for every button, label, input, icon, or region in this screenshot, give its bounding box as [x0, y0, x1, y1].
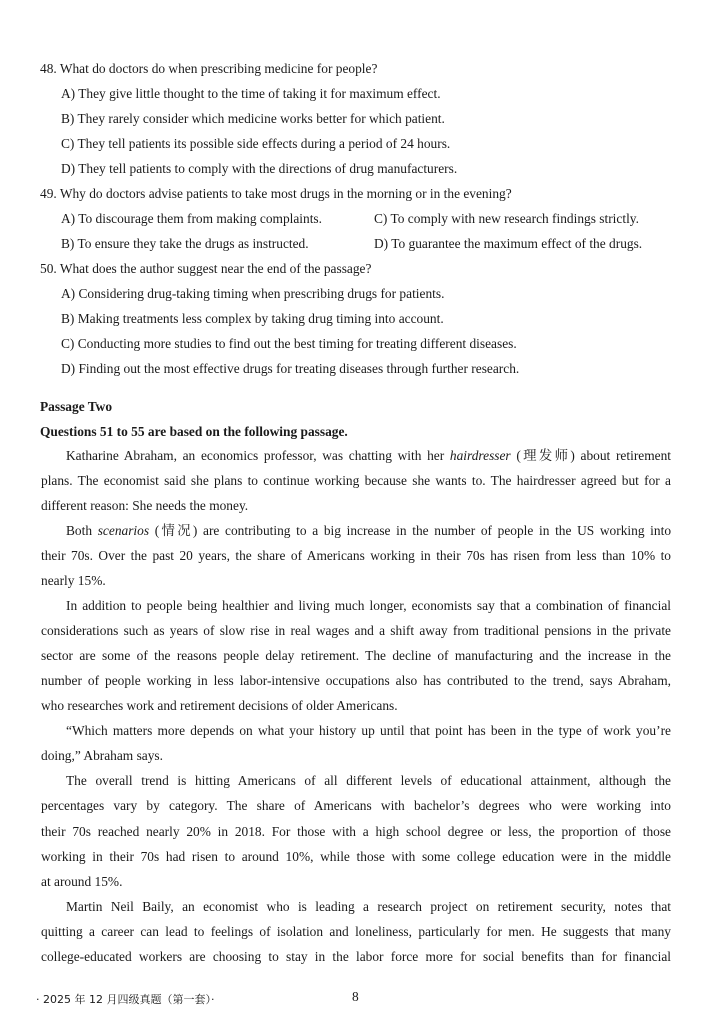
- question-48-option-b: B) They rarely consider which medicine works better for which patient.: [61, 111, 445, 126]
- passage-line: considerations such as years of slow rise in real wages and a shift away from traditional pensions in the private: [41, 623, 671, 638]
- question-50-stem: 50. What does the author suggest near the end of the passage?: [40, 261, 372, 276]
- passage-line: college-educated workers are choosing to stay in the labor force more for social benefits than for financial: [41, 949, 671, 964]
- passage-line: quitting a career can lead to feelings of isolation and loneliness, particularly for men. He suggests that many: [41, 924, 671, 939]
- passage-line: Both scenarios (情况) are contributing to a big increase in the number of people in the US working into: [66, 523, 672, 538]
- passage-line: percentages vary by category. The share of Americans with bachelor’s degrees who were working into: [41, 798, 671, 813]
- question-48-option-c: C) They tell patients its possible side effects during a period of 24 hours.: [61, 136, 451, 151]
- question-48-stem: 48. What do doctors do when prescribing medicine for people?: [40, 61, 378, 76]
- question-50-option-b: B) Making treatments less complex by taking drug timing into account.: [61, 311, 444, 326]
- question-48-option-d: D) They tell patients to comply with the directions of drug manufacturers.: [61, 161, 458, 176]
- question-49-option-d: D) To guarantee the maximum effect of the drugs.: [374, 236, 643, 251]
- footer-label: · 2025 年 12 月四级真题（第一套）·: [36, 993, 215, 1006]
- passage-line: their 70s. Over the past 20 years, the share of Americans working in their 70s has risen from less than 10% to: [41, 548, 671, 563]
- question-49-stem: 49. Why do doctors advise patients to take most drugs in the morning or in the evening?: [40, 186, 512, 201]
- passage-title: Passage Two: [40, 399, 113, 414]
- passage-line: The overall trend is hitting Americans of all different levels of educational attainment, although the: [66, 773, 671, 788]
- passage-line: their 70s reached nearly 20% in 2018. For those with a high school degree or less, the proportion of those: [41, 824, 671, 839]
- passage-line: nearly 15%.: [41, 573, 106, 588]
- question-50-option-c: C) Conducting more studies to find out the best timing for treating different diseases.: [61, 336, 517, 351]
- passage-line: working in their 70s had risen to around 10%, while those with some college education were in the middle: [41, 849, 671, 864]
- question-50-option-d: D) Finding out the most effective drugs for treating diseases through further research.: [61, 361, 520, 376]
- question-50-option-a: A) Considering drug-taking timing when prescribing drugs for patients.: [61, 286, 445, 301]
- passage-line: different reason: She needs the money.: [41, 498, 249, 513]
- question-49-option-a: A) To discourage them from making complaints.: [61, 211, 322, 226]
- passage-line: In addition to people being healthier and living much longer, economists say that a combination of financial: [66, 598, 671, 613]
- passage-line: number of people working in less labor-intensive occupations also has contributed to the trend, says Abraham,: [41, 673, 671, 688]
- passage-line: sector are some of the reasons people delay retirement. The decline of manufacturing and the increase in the: [41, 648, 671, 663]
- passage-line: Martin Neil Baily, an economist who is leading a research project on retirement security, notes that: [66, 899, 671, 914]
- passage-line: plans. The economist said she plans to continue working because she wants to. The hairdresser agreed but for a: [41, 473, 671, 488]
- passage-line: “Which matters more depends on what your history up until that point has been in the type of work you’re: [66, 723, 671, 738]
- passage-instruction: Questions 51 to 55 are based on the following passage.: [40, 424, 348, 439]
- passage-line: doing,” Abraham says.: [41, 748, 163, 763]
- question-49-option-c: C) To comply with new research findings strictly.: [374, 211, 639, 226]
- passage-line: at around 15%.: [41, 874, 123, 889]
- question-49-option-b: B) To ensure they take the drugs as instructed.: [61, 236, 309, 251]
- passage-line: Katharine Abraham, an economics professor, was chatting with her hairdresser (理发师) about retirement: [66, 448, 671, 463]
- passage-line: who researches work and retirement decisions of older Americans.: [41, 698, 398, 713]
- page-number: 8: [352, 989, 359, 1004]
- question-48-option-a: A) They give little thought to the time of taking it for maximum effect.: [61, 86, 441, 101]
